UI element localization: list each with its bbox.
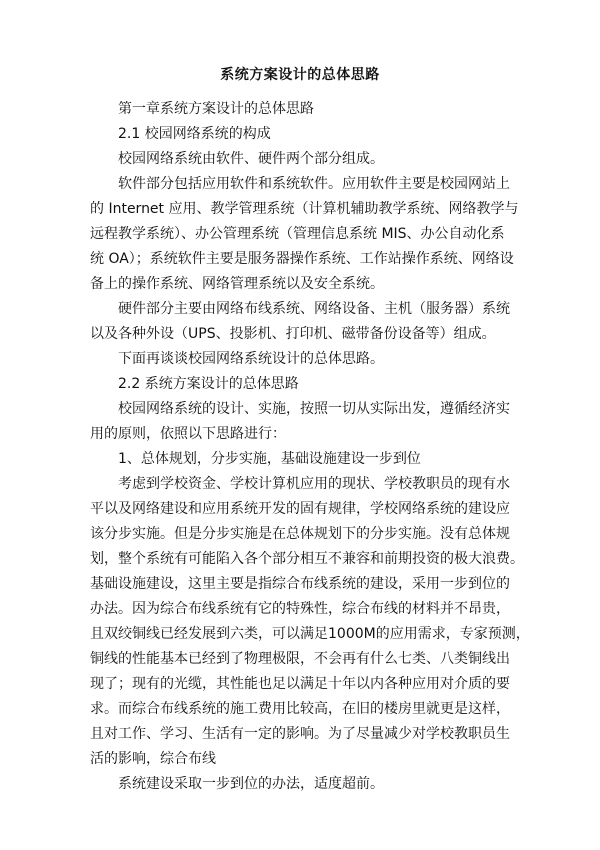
paragraph-line: 该分步实施。但是分步实施是在总体规划下的分步实施。没有总体规 [90, 526, 510, 542]
paragraph-line: 活的影响，综合布线 [90, 751, 216, 767]
paragraph-line: 软件部分包括应用软件和系统软件。应用软件主要是校园网站上 [118, 176, 510, 192]
paragraph-line: 统 OA）；系统软件主要是服务器操作系统、工作站操作系统、网络设 [90, 251, 514, 267]
paragraph-line: 求。而综合布线系统的施工费用比较高，在旧的楼房里就更是这样， [90, 701, 510, 717]
paragraph-line: 且对工作、学习、生活有一定的影响。为了尽量减少对学校教职员生 [90, 726, 510, 742]
paragraph-line: 办法。因为综合布线系统有它的特殊性，综合布线的材料并不昂贵， [90, 601, 510, 617]
paragraph-line: 的 Internet 应用、教学管理系统（计算机辅助教学系统、网络教学与 [90, 201, 519, 217]
paragraph-line: 第一章系统方案设计的总体思路 [118, 101, 314, 117]
paragraph-line: 且双绞铜线已经发展到六类，可以满足1000M的应用需求，专家预测， [90, 626, 530, 642]
paragraph-line: 平以及网络建设和应用系统开发的固有规律，学校网络系统的建设应 [90, 501, 510, 517]
paragraph-line: 系统建设采取一步到位的办法，适度超前。 [118, 776, 384, 792]
paragraph-line: 2.2 系统方案设计的总体思路 [118, 376, 299, 392]
paragraph-line: 用的原则，依照以下思路进行： [90, 426, 286, 442]
paragraph-line: 铜线的性能基本已经到了物理极限，不会再有什么七类、八类铜线出 [90, 651, 510, 667]
paragraph-line: 以及各种外设（UPS、投影机、打印机、磁带备份设备等）组成。 [90, 326, 496, 342]
paragraph-line: 备上的操作系统、网络管理系统以及安全系统。 [90, 276, 384, 292]
paragraph-line: 2.1 校园网络系统的构成 [118, 126, 271, 142]
paragraph-line: 考虑到学校资金、学校计算机应用的现状、学校教职员的现有水 [118, 476, 510, 492]
paragraph-line: 远程教学系统）、办公管理系统（管理信息系统 MIS、办公自动化系 [90, 226, 505, 242]
paragraph-line: 划，整个系统有可能陷入各个部分相互不兼容和前期投资的极大浪费。 [90, 551, 524, 567]
paragraph-line: 1、总体规划，分步实施，基础设施建设一步到位 [118, 451, 421, 467]
paragraph-line: 基础设施建设，这里主要是指综合布线系统的建设，采用一步到位的 [90, 576, 510, 592]
paragraph-line: 硬件部分主要由网络布线系统、网络设备、主机（服务器）系统 [118, 301, 510, 317]
paragraph-line: 校园网络系统由软件、硬件两个部分组成。 [118, 151, 384, 167]
paragraph-line: 校园网络系统的设计、实施，按照一切从实际出发，遵循经济实 [118, 401, 510, 417]
paragraph-line: 下面再谈谈校园网络系统设计的总体思路。 [118, 351, 384, 367]
paragraph-line: 现了；现有的光缆，其性能也足以满足十年以内各种应用对介质的要 [90, 676, 510, 692]
document-title: 系统方案设计的总体思路 [220, 67, 380, 83]
